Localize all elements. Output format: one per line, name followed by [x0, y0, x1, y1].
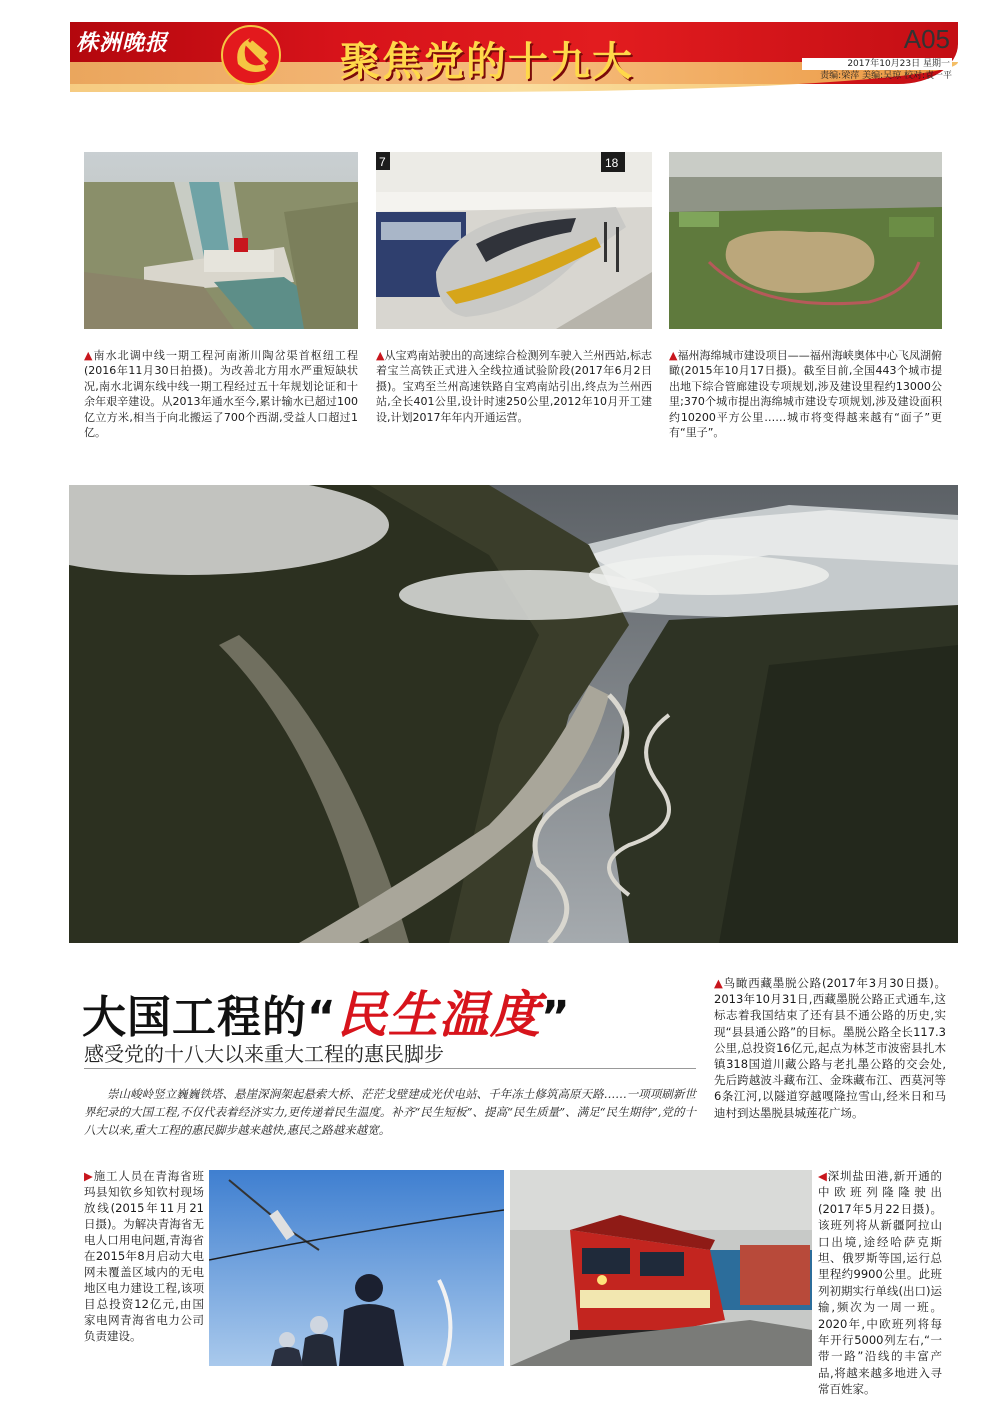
caption-freight-train: ◀深圳盐田港,新开通的中欧班列隆隆驶出(2017年5月22日摄)。该班列将从新疆阿拉山口出境,途经哈萨克斯坦、俄罗斯等国,运行总里程约9900公里。此班列初期实行单线(出口)运输,频次为一周一班。2020年,中欧班列将每年开行5000列左右,“一带一路”沿线的丰富产品,将越来越多地进入寻常百姓家。: [818, 1169, 942, 1397]
party-emblem-icon: [220, 24, 282, 86]
issue-date: 2017年10月23日 星期一: [802, 58, 952, 70]
editor-credits: 责编:梁萍 美编:吴琼 校对:袁一平: [820, 71, 952, 81]
issue-meta: [802, 58, 952, 82]
feature-title: [82, 975, 571, 1047]
masthead-logo: 株洲晚报: [76, 30, 169, 56]
page-header: [70, 22, 958, 92]
section-headline: 聚焦党的十九大: [340, 38, 634, 85]
caption-marker-icon: ▲: [84, 349, 94, 362]
feature-lead: 崇山峻岭竖立巍巍铁塔、悬崖深涧架起悬索大桥、茫茫戈壁建成光伏电站、千年冻土修筑高原天路……一项项刷新世界纪录的大国工程,不仅代表着经济实力,更传递着民生温度。补齐“民生短板”、提高“民生质量”、满足“民生期待”,党的十八大以来,重大工程的惠民脚步越来越快,惠民之路越来越宽。: [84, 1087, 696, 1137]
title-divider: [84, 1068, 696, 1069]
caption-train: ▲从宝鸡南站驶出的高速综合检测列车驶入兰州西站,标志着宝兰高铁正式进入全线拉通试验阶段(2017年6月2日摄)。宝鸡至兰州高速铁路自宝鸡南站引出,终点为兰州西站,全长401公里,设计时速250公里,2012年10月开工建设,计划2017年年内开通运营。: [376, 349, 652, 424]
caption-power-line: ▶施工人员在青海省班玛县知钦乡知钦村现场放线(2015年11月21日摄)。为解决青海省无电人口用电问题,青海省在2015年8月启动大电网未覆盖区域内的无电地区电力建设工程,该项目总投资12亿元,由国家电网青海省电力公司负责建设。: [84, 1169, 204, 1343]
caption-sponge-city: ▲福州海绵城市建设项目——福州海峡奥体中心飞凤湖俯瞰(2015年10月17日摄)。截至目前,全国443个城市提出地下综合管廊建设专项规划,涉及建设里程约13000公里;370个城市提出海绵城市建设专项规划,涉及建设面积约10200平方公里……城市将变得越来越有“面子”更有“里子”。: [669, 349, 942, 440]
caption-marker-icon: ◀: [818, 1169, 828, 1183]
photo-power-line: [209, 1170, 504, 1366]
platform-sign-left: 7: [379, 155, 386, 169]
feature-subtitle: 感受党的十八大以来重大工程的惠民脚步: [84, 1042, 444, 1066]
feature-title-part1: 大国工程的“: [82, 992, 337, 1043]
feature-title-part2: ”: [540, 992, 571, 1043]
caption-marker-icon: ▶: [84, 1169, 94, 1183]
caption-marker-icon: ▲: [669, 349, 678, 362]
feature-title-highlight: 民生温度: [336, 985, 541, 1044]
photo-freight-train: [510, 1170, 812, 1366]
caption-marker-icon: ▲: [376, 349, 385, 362]
caption-marker-icon: ▲: [714, 976, 724, 990]
caption-canal: ▲南水北调中线一期工程河南淅川陶岔渠首枢纽工程(2016年11月30日拍摄)。为改善北方用水严重短缺状况,南水北调东线中线一期工程经过五十年规划论证和十余年艰辛建设。从2013年通水至今,累计输水已超过100亿立方米,相当于向北搬运了700个西湖,受益人口超过1亿。: [84, 349, 358, 440]
photo-train: [376, 152, 652, 329]
photo-canal: [84, 152, 358, 329]
page-number: A05: [903, 24, 950, 54]
photo-sponge-city: [669, 152, 942, 329]
caption-medog-road: ▲鸟瞰西藏墨脱公路(2017年3月30日摄)。2013年10月31日,西藏墨脱公路正式通车,这标志着我国结束了还有县不通公路的历史,实现“县县通公路”的目标。墨脱公路全长117.3公里,总投资16亿元,起点为林芝市波密县扎木镇318国道川藏公路与老扎墨公路的交会处,先后跨越波斗藏布江、金珠藏布江、西莫河等6条江河,以隧道穿越嘎隆拉雪山,经米日和马迪村到达墨脱县城莲花广场。: [714, 976, 946, 1120]
platform-sign-right: 18: [605, 156, 619, 170]
photo-medog-road: [69, 485, 958, 943]
